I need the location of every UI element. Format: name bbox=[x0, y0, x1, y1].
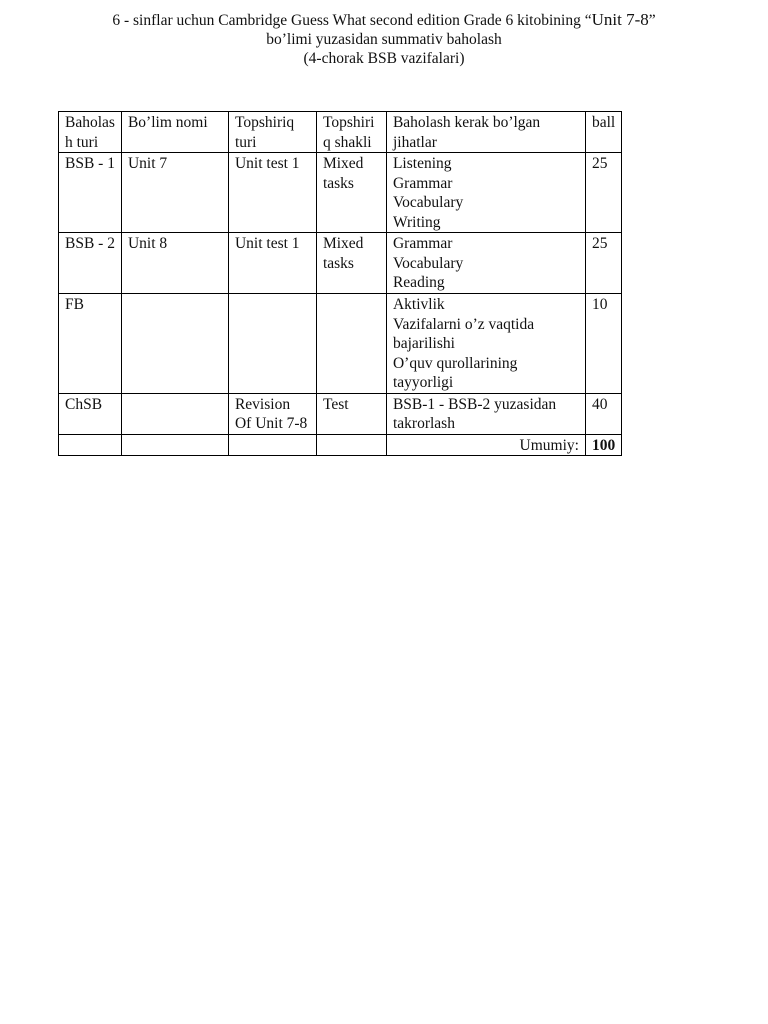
total-label bbox=[386, 434, 585, 456]
cell-assessment-type-text: BSB - 2 bbox=[65, 235, 115, 252]
cell-score bbox=[585, 393, 621, 434]
cell-section-name bbox=[121, 233, 228, 294]
cell-score bbox=[585, 294, 621, 394]
cell-aspects-line: takrorlash bbox=[392, 415, 455, 432]
column-header-line: Baholas bbox=[65, 114, 115, 131]
cell-aspects-line: Grammar bbox=[392, 235, 453, 252]
column-header-line: jihatlar bbox=[392, 133, 437, 151]
cell-task-type-line: Unit test 1 bbox=[234, 155, 300, 172]
column-header bbox=[228, 112, 316, 153]
column-header bbox=[585, 112, 621, 153]
cell-task-type-line: Unit test 1 bbox=[234, 235, 300, 252]
cell-task-form-line: Test bbox=[322, 395, 349, 413]
cell-task-form-line: Mixed bbox=[322, 155, 364, 172]
cell-task-type bbox=[228, 233, 316, 294]
cell-assessment-type-text: ChSB bbox=[65, 395, 103, 413]
cell-task-form-line: tasks bbox=[322, 174, 354, 192]
cell-aspects-line: Listening bbox=[392, 155, 452, 172]
table-total-row bbox=[59, 434, 622, 456]
title-line-1 bbox=[0, 10, 768, 30]
cell-score-text: 10 bbox=[591, 296, 608, 313]
total-value bbox=[585, 434, 621, 456]
cell-aspects-line: tayyorligi bbox=[392, 374, 454, 391]
cell-section-name-text: Unit 7 bbox=[127, 155, 168, 172]
empty-cell bbox=[59, 434, 122, 456]
cell-aspects-line: Writing bbox=[392, 213, 441, 231]
cell-task-form-line: tasks bbox=[322, 254, 354, 272]
column-header-line: turi bbox=[234, 133, 257, 151]
assessment-table-body bbox=[59, 112, 622, 456]
title-suffix: ” bbox=[648, 12, 656, 29]
column-header-line: q shakli bbox=[322, 133, 372, 151]
cell-task-form bbox=[316, 233, 386, 294]
cell-score-text: 25 bbox=[591, 155, 608, 172]
cell-aspects bbox=[386, 153, 585, 233]
cell-task-type bbox=[228, 393, 316, 434]
cell-assessment-type bbox=[59, 233, 122, 294]
title-unit: Unit 7-8 bbox=[591, 10, 649, 29]
cell-score bbox=[585, 233, 621, 294]
cell-task-form bbox=[316, 393, 386, 434]
cell-aspects-line: Vazifalarni o’z vaqtida bbox=[392, 315, 535, 333]
column-header-line: Baholash kerak bo’lgan bbox=[392, 114, 541, 131]
cell-aspects-line: Reading bbox=[392, 274, 445, 291]
cell-task-type bbox=[228, 294, 316, 394]
cell-aspects bbox=[386, 393, 585, 434]
empty-cell bbox=[121, 434, 228, 456]
column-header bbox=[386, 112, 585, 153]
table-row bbox=[59, 393, 622, 434]
column-header-line: Topshiriq bbox=[234, 114, 295, 131]
cell-aspects-line: Grammar bbox=[392, 174, 453, 192]
table-header-row bbox=[59, 112, 622, 153]
cell-task-form bbox=[316, 153, 386, 233]
cell-assessment-type bbox=[59, 393, 122, 434]
cell-section-name bbox=[121, 294, 228, 394]
total-label-text: Umumiy: bbox=[519, 436, 579, 454]
title-line-3: (4-chorak BSB vazifalari) bbox=[303, 50, 465, 67]
column-header-line: h turi bbox=[65, 133, 99, 151]
column-header bbox=[59, 112, 122, 153]
cell-aspects-line: bajarilishi bbox=[392, 335, 455, 352]
cell-aspects bbox=[386, 294, 585, 394]
empty-cell bbox=[316, 434, 386, 456]
cell-aspects bbox=[386, 233, 585, 294]
table-row bbox=[59, 153, 622, 233]
table-row bbox=[59, 294, 622, 394]
cell-aspects-line: BSB-1 - BSB-2 yuzasidan bbox=[392, 395, 557, 413]
column-header-line: Bo’lim nomi bbox=[127, 114, 208, 131]
cell-assessment-type bbox=[59, 153, 122, 233]
cell-task-form-line: Mixed bbox=[322, 235, 364, 252]
cell-aspects-line: O’quv qurollarining bbox=[392, 354, 518, 372]
cell-task-type bbox=[228, 153, 316, 233]
column-header-line: ball bbox=[591, 114, 616, 131]
cell-task-form bbox=[316, 294, 386, 394]
title-prefix: 6 - sinflar uchun Cambridge Guess What second edition Grade 6 kitobining “ bbox=[112, 12, 592, 29]
cell-assessment-type-text: BSB - 1 bbox=[65, 155, 115, 172]
cell-assessment-type bbox=[59, 294, 122, 394]
document-header bbox=[0, 10, 768, 68]
cell-aspects-line: Aktivlik bbox=[392, 296, 445, 313]
cell-aspects-line: Vocabulary bbox=[392, 254, 464, 272]
total-value-text: 100 bbox=[591, 436, 616, 454]
title-line-2: bo’limi yuzasidan summativ baholash bbox=[266, 31, 502, 48]
cell-section-name bbox=[121, 153, 228, 233]
cell-section-name-text: Unit 8 bbox=[127, 235, 168, 252]
cell-section-name bbox=[121, 393, 228, 434]
cell-aspects-line: Vocabulary bbox=[392, 194, 464, 211]
empty-cell bbox=[228, 434, 316, 456]
column-header-line: Topshiri bbox=[322, 114, 375, 131]
cell-task-type-line: Of Unit 7-8 bbox=[234, 415, 308, 432]
table-row bbox=[59, 233, 622, 294]
assessment-table bbox=[58, 111, 622, 456]
cell-score-text: 25 bbox=[591, 235, 608, 252]
cell-score-text: 40 bbox=[591, 395, 608, 413]
cell-task-type-line: Revision bbox=[234, 395, 291, 413]
column-header bbox=[316, 112, 386, 153]
column-header bbox=[121, 112, 228, 153]
cell-assessment-type-text: FB bbox=[65, 296, 84, 313]
cell-score bbox=[585, 153, 621, 233]
